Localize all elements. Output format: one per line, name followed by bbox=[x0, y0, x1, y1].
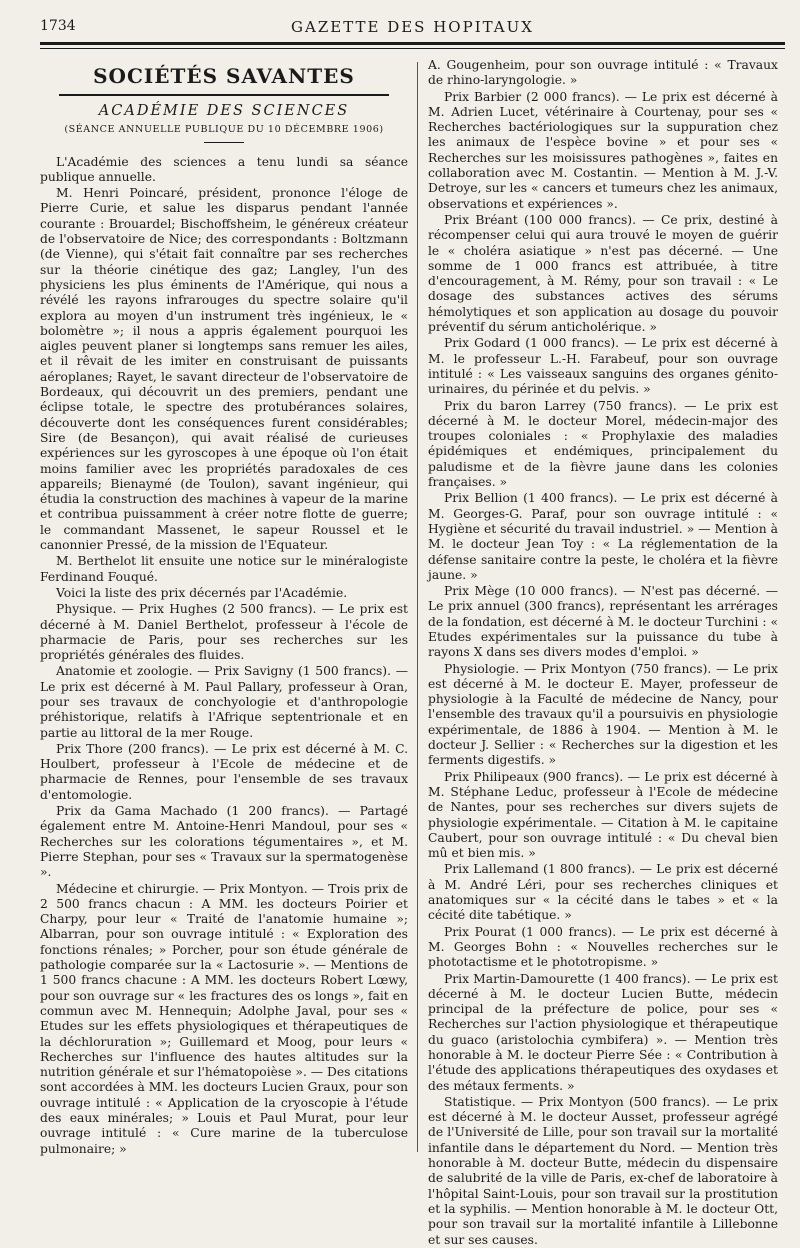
session-rule bbox=[204, 142, 244, 143]
section-rule bbox=[59, 94, 389, 96]
left-column bbox=[40, 58, 408, 1158]
paragraph: M. Berthelot lit ensuite une notice sur le minéralogiste Ferdinand Fouqué. bbox=[40, 554, 408, 584]
paragraph: Anatomie et zoologie. — Prix Savigny (1 500 francs). — Le prix est décerné à M. Paul Pallary, professeur à Oran, pour ses travaux de conchyologie et d'anthropologie préhistorique, relatifs à l'Afrique septentrionale et en partie au littoral de la mer Rouge. bbox=[40, 664, 408, 740]
paragraph: Prix Mège (10 000 francs). — N'est pas décerné. — Le prix annuel (300 francs), représentant les arrérages de la fondation, est décerné à M. le docteur Turchini : « Etudes expérimentales sur la puissance du tube à rayons X dans ses divers modes d'emploi. » bbox=[428, 584, 778, 660]
paragraph: L'Académie des sciences a tenu lundi sa séance publique annuelle. bbox=[40, 154, 408, 184]
paragraph: Prix da Gama Machado (1 200 francs). — Partagé également entre M. Antoine-Henri Mandoul, pour ses « Recherches sur les colorations tégumentaires », et M. Pierre Stephan, pour ses « Travaux sur la spermatogenèse ». bbox=[40, 804, 408, 880]
paragraph: Physiologie. — Prix Montyon (750 francs). — Le prix est décerné à M. le docteur E. Mayer, professeur de physiologie à la Faculté de médecine de Nancy, pour l'ensemble des travaux qu'il a poursuivis en physiologie expérimentale, de 1886 à 1904. — Mention à M. le docteur J. Sellier : « Recherches sur la digestion et les ferments digestifs. » bbox=[428, 661, 778, 768]
paragraph: A. Gougenheim, pour son ouvrage intitulé : « Travaux de rhino-laryngologie. » bbox=[428, 58, 778, 88]
paragraph: Prix Philipeaux (900 francs). — Le prix est décerné à M. Stéphane Leduc, professeur à l'Ecole de médecine de Nantes, pour ses recherches sur divers sujets de physiologie expérimentale. — Citation à M. le capitaine Caubert, pour son ouvrage intitulé : « Du cheval bien mû et bien mis. » bbox=[428, 769, 778, 861]
academy-title: ACADÉMIE DES SCIENCES bbox=[98, 103, 350, 119]
section-title: SOCIÉTÉS SAVANTES bbox=[93, 64, 355, 88]
paragraph: Prix Martin-Damourette (1 400 francs). — Le prix est décerné à M. le docteur Lucien Butte, médecin principal de la préfecture de police, pour ses « Recherches sur l'action physiologique et thérapeutique du guaco (aristolochia cymbifera) ». — Mention très honorable à M. le docteur Pierre Sée : « Contribution à l'étude des applications thérapeutiques des oxydases et des métaux ferments. » bbox=[428, 971, 778, 1093]
header-rule-thick bbox=[40, 42, 785, 45]
paragraph: Prix Bréant (100 000 francs). — Ce prix, destiné à récompenser celui qui aura trouvé le moyen de guérir le « choléra asiatique » n'est pas décerné. — Une somme de 1 000 francs est attribuée, à titre d'encouragement, à M. Rémy, pour son travail : « Le dosage des substances actives des sérums hémolytiques et son application au dosage du pouvoir préventif du sérum anticholérique. » bbox=[428, 212, 778, 335]
paragraph: Médecine et chirurgie. — Prix Montyon. — Trois prix de 2 500 francs chacun : A MM. les docteurs Poirier et Charpy, pour leur « Traité de l'anatomie humaine »; Albarran, pour son ouvrage intitulé : « Exploration des fonctions rénales; » Porcher, pour son étude générale de pathologie comparée sur la « Lactosurie ». — Mentions de 1 500 francs chacune : A MM. les docteurs Robert Lœwy, pour son ouvrage sur « les fractures des os longs », fait en commun avec M. Hennequin; Adolphe Javal, pour ses « Etudes sur les effets physiologiques et thérapeutiques de la déchloruration »; Guillemard et Moog, pour leurs « Recherches sur l'influence des hautes altitudes sur la nutrition générale et sur l'hématopoièse ». — Des citations sont accordées à MM. les docteurs Lucien Graux, pour son ouvrage intitulé : « Application de la cryoscopie à l'étude des eaux minérales; » Louis et Paul Murat, pour leur ouvrage intitulé : « Cure marine de la tuberculose pulmonaire; » bbox=[40, 881, 408, 1156]
header-rule-thin bbox=[40, 48, 785, 49]
page-number: 1734 bbox=[40, 18, 76, 34]
paragraph: Prix Godard (1 000 francs). — Le prix est décerné à M. le professeur L.-H. Farabeuf, pour son ouvrage intitulé : « Les vaisseaux sanguins des organes génito-urinaires, du périnée et du pelvis. » bbox=[428, 336, 778, 397]
paragraph: Voici la liste des prix décernés par l'Académie. bbox=[56, 585, 348, 600]
running-title: GAZETTE DES HOPITAUX bbox=[291, 18, 534, 36]
paragraph: Statistique. — Prix Montyon (500 francs). — Le prix est décerné à M. le docteur Ausset, professeur agrégé de l'Université de Lille, pour son travail sur la mortalité infantile dans le département du Nord. — Mention très honorable à M. docteur Butte, médecin du dispensaire de salubrité de la ville de Paris, ex-chef de laboratoire à l'hôpital Saint-Louis, pour son travail sur la prostitution et la syphilis. — Mention honorable à M. le docteur Ott, pour son travail sur la mortalité infantile à Lillebonne et sur ses causes. bbox=[428, 1094, 778, 1247]
paragraph: Physique. — Prix Hughes (2 500 francs). — Le prix est décerné à M. Daniel Berthelot, professeur à l'école de pharmacie de Paris, pour ses recherches sur les propriétés générales des fluides. bbox=[40, 602, 408, 663]
right-column bbox=[428, 58, 778, 1247]
column-divider bbox=[417, 62, 418, 1152]
paragraph: Prix Pourat (1 000 francs). — Le prix est décerné à M. Georges Bohn : « Nouvelles recherches sur le phototactisme et le phototropisme. » bbox=[428, 924, 778, 970]
paragraph: Prix Thore (200 francs). — Le prix est décerné à M. C. Houlbert, professeur à l'Ecole de médecine et de pharmacie de Rennes, pour l'ensemble de ses travaux d'entomologie. bbox=[40, 741, 408, 802]
paragraph: Prix Bellion (1 400 francs). — Le prix est décerné à M. Georges-G. Paraf, pour son ouvrage intitulé : « Hygiène et sécurité du travail industriel. » — Mention à M. le docteur Jean Toy : « La réglementation de la défense sanitaire contre la peste, le choléra et la fièvre jaune. » bbox=[428, 491, 778, 582]
session-line: (SÉANCE ANNUELLE PUBLIQUE DU 10 DÉCEMBRE 1906) bbox=[64, 124, 384, 136]
paragraph: Prix Barbier (2 000 francs). — Le prix est décerné à M. Adrien Lucet, vétérinaire à Courtenay, pour ses « Recherches bactériologiques sur la suppuration chez les animaux de l'espèce bovine » et pour ses « Recherches sur les moisissures pathogènes », faites en collaboration avec M. Costantin. — Mention à M. J.-V. Detroye, sur les « cancers et tumeurs chez les animaux, observations et expériences ». bbox=[428, 89, 778, 211]
paragraph: M. Henri Poincaré, président, prononce l'éloge de Pierre Curie, et salue les disparus pendant l'année courante : Brouardel; Bischoffsheim, le généreux créateur de l'observatoire de Nice; des correspondants : Boltzmann (de Vienne), qui s'était fait connaître par ses recherches sur la théorie cinétique des gaz; Langley, l'un des physiciens les plus éminents de l'Amérique, qui nous a révélé les rayons infrarouges du spectre solaire qu'il explora au moyen d'un instrument très ingénieux, le « bolomètre »; il nous a appris également pourquoi les aigles peuvent planer si longtemps sans remuer les ailes, et il rêvait de les imiter en construisant de puissants aéroplanes; Rayet, le savant directeur de l'observatoire de Bordeaux, qui découvrit un des premiers, pendant une éclipse totale, le spectre des protubérances solaires, découverte dont les conséquences furent considérables; Sire (de Besançon), qui avait réalisé de curieuses expériences sur les gyroscopes à une époque où l'on était moins familier avec les propriétés paradoxales de ces appareils; Bienaymé (de Toulon), savant ingénieur, qui étudia la construction des machines à vapeur de la marine et contribua puissamment à créer notre flotte de guerre; le commandant Massenet, le sapeur Roussel et le canonnier Pressé, de la mission de l'Equateur. bbox=[40, 186, 408, 553]
paragraph: Prix Lallemand (1 800 francs). — Le prix est décerné à M. André Léri, pour ses recherches cliniques et anatomiques sur « la cécité dans le tabes » et « la cécité dite tabétique. » bbox=[428, 862, 778, 923]
paragraph: Prix du baron Larrey (750 francs). — Le prix est décerné à M. le docteur Morel, médecin-major des troupes coloniales : « Prophylaxie des maladies épidémiques et endémiques, principalement du paludisme et de la fièvre jaune dans les colonies françaises. » bbox=[428, 398, 778, 490]
page-header bbox=[40, 14, 785, 40]
